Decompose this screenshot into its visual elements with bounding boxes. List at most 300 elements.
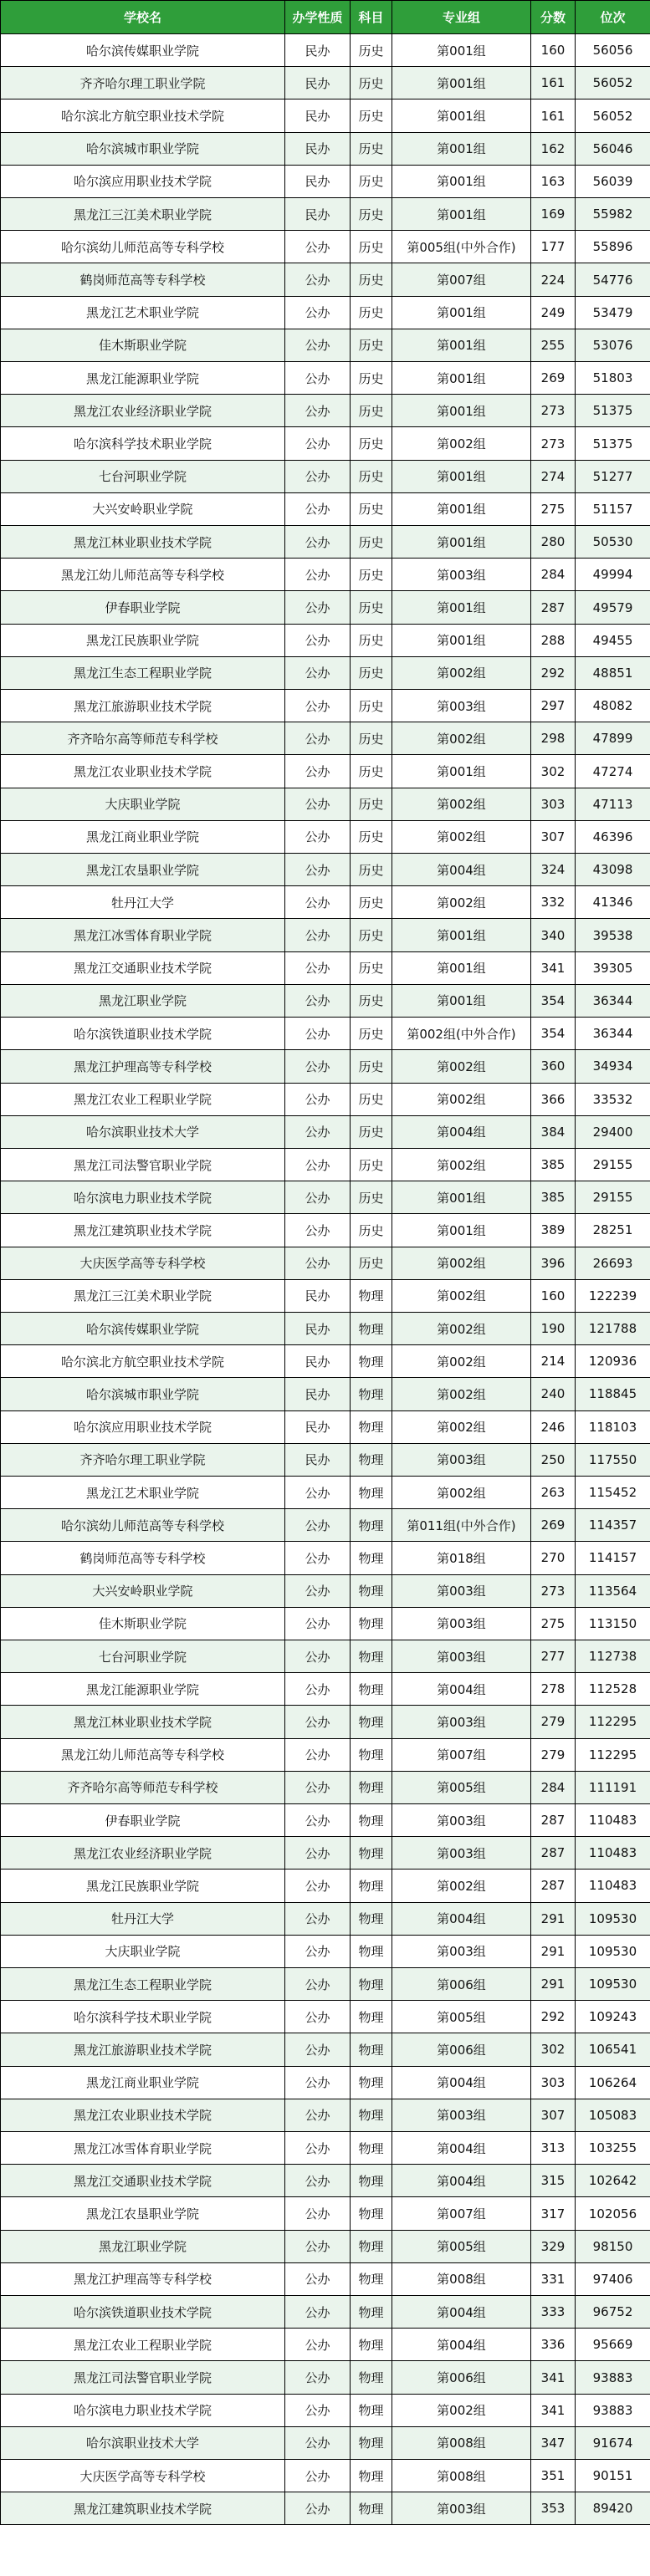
header-row — [1, 1, 650, 34]
cell-school-name: 黑龙江林业职业技术学院 — [1, 526, 285, 559]
cell-major-group: 第001组 — [392, 329, 531, 361]
cell-subject: 历史 — [351, 67, 392, 99]
cell-school-type: 民办 — [285, 165, 351, 197]
cell-subject: 物理 — [351, 1312, 392, 1344]
cell-major-group: 第003组 — [392, 1935, 531, 1967]
cell-score: 341 — [531, 2361, 576, 2394]
table-row — [1, 2329, 650, 2361]
cell-score: 249 — [531, 296, 576, 329]
cell-school-type: 民办 — [285, 198, 351, 231]
table-row — [1, 1935, 650, 1967]
cell-rank: 95669 — [576, 2329, 650, 2361]
cell-score: 384 — [531, 1115, 576, 1148]
cell-rank: 118103 — [576, 1410, 650, 1443]
cell-subject: 历史 — [351, 1050, 392, 1083]
cell-subject: 历史 — [351, 722, 392, 755]
table-row — [1, 755, 650, 788]
cell-major-group: 第002组 — [392, 1279, 531, 1312]
cell-school-type: 公办 — [285, 1771, 351, 1803]
table-row — [1, 1018, 650, 1050]
table-body — [1, 34, 650, 2525]
cell-school-type: 公办 — [285, 1935, 351, 1967]
cell-school-name: 黑龙江艺术职业学院 — [1, 296, 285, 329]
cell-school-type: 公办 — [285, 1509, 351, 1542]
cell-subject: 历史 — [351, 656, 392, 689]
cell-subject: 物理 — [351, 1640, 392, 1672]
cell-score: 273 — [531, 427, 576, 460]
table-row — [1, 656, 650, 689]
table-row — [1, 296, 650, 329]
cell-school-type: 公办 — [285, 2001, 351, 2033]
cell-school-name: 黑龙江农业工程职业学院 — [1, 2329, 285, 2361]
cell-school-type: 公办 — [285, 656, 351, 689]
cell-subject: 历史 — [351, 198, 392, 231]
cell-school-name: 佳木斯职业学院 — [1, 329, 285, 361]
cell-rank: 51277 — [576, 460, 650, 492]
cell-score: 366 — [531, 1083, 576, 1115]
cell-school-name: 黑龙江农业职业技术学院 — [1, 755, 285, 788]
cell-school-type: 公办 — [285, 919, 351, 951]
cell-score: 279 — [531, 1738, 576, 1771]
table-row — [1, 1967, 650, 2000]
cell-rank: 47274 — [576, 755, 650, 788]
cell-subject: 历史 — [351, 559, 392, 591]
table-row — [1, 1181, 650, 1214]
cell-major-group: 第008组 — [392, 2426, 531, 2459]
cell-school-name: 哈尔滨北方航空职业技术学院 — [1, 1345, 285, 1378]
cell-rank: 112295 — [576, 1706, 650, 1738]
cell-major-group: 第002组(中外合作) — [392, 1018, 531, 1050]
table-row — [1, 2460, 650, 2492]
cell-major-group: 第001组 — [392, 755, 531, 788]
cell-major-group: 第004组 — [392, 2296, 531, 2329]
table-row — [1, 2426, 650, 2459]
table-row — [1, 99, 650, 132]
cell-school-name: 哈尔滨铁道职业技术学院 — [1, 1018, 285, 1050]
table-row — [1, 2001, 650, 2033]
cell-school-name: 黑龙江三江美术职业学院 — [1, 1279, 285, 1312]
cell-major-group: 第002组 — [392, 722, 531, 755]
cell-score: 273 — [531, 1574, 576, 1607]
header-score: 分数 — [531, 1, 576, 34]
cell-rank: 51157 — [576, 492, 650, 525]
cell-subject: 历史 — [351, 788, 392, 820]
table-row — [1, 34, 650, 67]
cell-major-group: 第002组 — [392, 1148, 531, 1181]
cell-major-group: 第001组 — [392, 34, 531, 67]
cell-school-name: 大庆医学高等专科学校 — [1, 2460, 285, 2492]
cell-score: 162 — [531, 132, 576, 165]
cell-school-type: 公办 — [285, 1247, 351, 1279]
table-row — [1, 1312, 650, 1344]
cell-score: 269 — [531, 362, 576, 395]
cell-rank: 29400 — [576, 1115, 650, 1148]
cell-subject: 物理 — [351, 1706, 392, 1738]
cell-rank: 115452 — [576, 1476, 650, 1508]
cell-subject: 物理 — [351, 2329, 392, 2361]
cell-school-name: 黑龙江冰雪体育职业学院 — [1, 2132, 285, 2165]
cell-score: 161 — [531, 99, 576, 132]
cell-score: 287 — [531, 591, 576, 624]
cell-major-group: 第002组 — [392, 1312, 531, 1344]
cell-major-group: 第001组 — [392, 591, 531, 624]
cell-rank: 96752 — [576, 2296, 650, 2329]
cell-subject: 历史 — [351, 395, 392, 427]
cell-school-name: 黑龙江农垦职业学院 — [1, 2197, 285, 2230]
cell-school-name: 黑龙江交通职业技术学院 — [1, 2165, 285, 2197]
cell-school-name: 哈尔滨科学技术职业学院 — [1, 427, 285, 460]
table-row — [1, 1115, 650, 1148]
table-row — [1, 984, 650, 1017]
table-row — [1, 395, 650, 427]
cell-rank: 98150 — [576, 2230, 650, 2262]
cell-subject: 物理 — [351, 1443, 392, 1476]
cell-rank: 48082 — [576, 690, 650, 722]
cell-score: 385 — [531, 1181, 576, 1214]
cell-school-type: 公办 — [285, 984, 351, 1017]
cell-major-group: 第002组 — [392, 427, 531, 460]
cell-score: 284 — [531, 559, 576, 591]
cell-school-type: 公办 — [285, 2132, 351, 2165]
cell-major-group: 第003组 — [392, 1607, 531, 1640]
cell-score: 224 — [531, 263, 576, 296]
cell-major-group: 第004组 — [392, 1902, 531, 1935]
cell-score: 303 — [531, 2066, 576, 2099]
cell-school-type: 公办 — [285, 1181, 351, 1214]
cell-score: 291 — [531, 1967, 576, 2000]
table-row — [1, 1706, 650, 1738]
cell-school-type: 公办 — [285, 2460, 351, 2492]
cell-subject: 物理 — [351, 2066, 392, 2099]
cell-school-type: 公办 — [285, 1148, 351, 1181]
cell-school-type: 公办 — [285, 755, 351, 788]
table-row — [1, 2132, 650, 2165]
table-row — [1, 2230, 650, 2262]
cell-major-group: 第003组 — [392, 559, 531, 591]
cell-score: 277 — [531, 1640, 576, 1672]
cell-school-type: 公办 — [285, 2361, 351, 2394]
cell-subject: 物理 — [351, 1509, 392, 1542]
table-row — [1, 1574, 650, 1607]
cell-score: 190 — [531, 1312, 576, 1344]
cell-major-group: 第004组 — [392, 854, 531, 886]
cell-subject: 历史 — [351, 1148, 392, 1181]
cell-score: 360 — [531, 1050, 576, 1083]
table-row — [1, 690, 650, 722]
cell-school-type: 公办 — [285, 690, 351, 722]
cell-rank: 111191 — [576, 1771, 650, 1803]
cell-major-group: 第006组 — [392, 1967, 531, 2000]
cell-school-type: 民办 — [285, 1279, 351, 1312]
cell-score: 263 — [531, 1476, 576, 1508]
cell-score: 280 — [531, 526, 576, 559]
table-header — [1, 1, 650, 34]
cell-subject: 历史 — [351, 492, 392, 525]
cell-rank: 110483 — [576, 1837, 650, 1870]
cell-school-name: 哈尔滨电力职业技术学院 — [1, 1181, 285, 1214]
cell-school-type: 公办 — [285, 2426, 351, 2459]
cell-school-type: 公办 — [285, 2492, 351, 2525]
cell-rank: 102642 — [576, 2165, 650, 2197]
cell-school-name: 黑龙江三江美术职业学院 — [1, 198, 285, 231]
cell-subject: 历史 — [351, 690, 392, 722]
header-subject: 科目 — [351, 1, 392, 34]
cell-school-type: 公办 — [285, 2262, 351, 2295]
table-row — [1, 2099, 650, 2131]
cell-school-type: 公办 — [285, 460, 351, 492]
table-row — [1, 820, 650, 853]
cell-score: 246 — [531, 1410, 576, 1443]
cell-rank: 26693 — [576, 1247, 650, 1279]
cell-score: 353 — [531, 2492, 576, 2525]
cell-major-group: 第018组 — [392, 1542, 531, 1574]
cell-subject: 物理 — [351, 1378, 392, 1410]
cell-major-group: 第007组 — [392, 263, 531, 296]
cell-rank: 121788 — [576, 1312, 650, 1344]
cell-major-group: 第003组 — [392, 1706, 531, 1738]
table-row — [1, 231, 650, 263]
cell-subject: 物理 — [351, 2492, 392, 2525]
table-row — [1, 1607, 650, 1640]
cell-rank: 29155 — [576, 1181, 650, 1214]
table-row — [1, 362, 650, 395]
cell-school-name: 大庆职业学院 — [1, 788, 285, 820]
cell-major-group: 第011组(中外合作) — [392, 1509, 531, 1542]
cell-school-name: 哈尔滨科学技术职业学院 — [1, 2001, 285, 2033]
header-school-name: 学校名 — [1, 1, 285, 34]
cell-school-name: 黑龙江能源职业学院 — [1, 362, 285, 395]
cell-subject: 历史 — [351, 427, 392, 460]
cell-school-type: 公办 — [285, 1738, 351, 1771]
cell-score: 291 — [531, 1902, 576, 1935]
cell-subject: 历史 — [351, 263, 392, 296]
cell-score: 240 — [531, 1378, 576, 1410]
cell-score: 303 — [531, 788, 576, 820]
cell-school-name: 黑龙江护理高等专科学校 — [1, 1050, 285, 1083]
cell-rank: 113150 — [576, 1607, 650, 1640]
cell-major-group: 第002组 — [392, 820, 531, 853]
cell-score: 275 — [531, 492, 576, 525]
cell-school-type: 公办 — [285, 722, 351, 755]
cell-subject: 历史 — [351, 591, 392, 624]
cell-rank: 122239 — [576, 1279, 650, 1312]
cell-school-name: 黑龙江护理高等专科学校 — [1, 2262, 285, 2295]
cell-rank: 49994 — [576, 559, 650, 591]
cell-school-name: 黑龙江农业工程职业学院 — [1, 1083, 285, 1115]
cell-rank: 36344 — [576, 1018, 650, 1050]
cell-major-group: 第006组 — [392, 2361, 531, 2394]
cell-school-type: 民办 — [285, 1443, 351, 1476]
cell-school-type: 民办 — [285, 34, 351, 67]
cell-school-type: 公办 — [285, 1640, 351, 1672]
cell-major-group: 第002组 — [392, 2394, 531, 2426]
cell-school-name: 黑龙江民族职业学院 — [1, 1870, 285, 1902]
table-row — [1, 1837, 650, 1870]
cell-score: 332 — [531, 886, 576, 919]
table-row — [1, 1509, 650, 1542]
cell-subject: 物理 — [351, 2296, 392, 2329]
cell-school-name: 哈尔滨职业技术大学 — [1, 1115, 285, 1148]
cell-rank: 112295 — [576, 1738, 650, 1771]
table-row — [1, 886, 650, 919]
cell-school-type: 公办 — [285, 951, 351, 984]
cell-rank: 56052 — [576, 67, 650, 99]
cell-school-name: 哈尔滨传媒职业学院 — [1, 1312, 285, 1344]
cell-subject: 物理 — [351, 2132, 392, 2165]
table-row — [1, 67, 650, 99]
cell-subject: 历史 — [351, 1214, 392, 1247]
cell-rank: 46396 — [576, 820, 650, 853]
cell-major-group: 第005组(中外合作) — [392, 231, 531, 263]
cell-score: 298 — [531, 722, 576, 755]
cell-major-group: 第006组 — [392, 2033, 531, 2066]
cell-school-type: 公办 — [285, 2099, 351, 2131]
table-row — [1, 1410, 650, 1443]
table-row — [1, 559, 650, 591]
cell-major-group: 第003组 — [392, 1443, 531, 1476]
cell-subject: 历史 — [351, 34, 392, 67]
cell-rank: 110483 — [576, 1803, 650, 1836]
cell-school-name: 黑龙江建筑职业技术学院 — [1, 2492, 285, 2525]
cell-subject: 历史 — [351, 132, 392, 165]
cell-school-name: 黑龙江民族职业学院 — [1, 624, 285, 656]
cell-school-name: 哈尔滨幼儿师范高等专科学校 — [1, 1509, 285, 1542]
cell-school-name: 黑龙江交通职业技术学院 — [1, 951, 285, 984]
cell-major-group: 第007组 — [392, 1738, 531, 1771]
cell-school-name: 齐齐哈尔理工职业学院 — [1, 67, 285, 99]
table-row — [1, 624, 650, 656]
cell-rank: 105083 — [576, 2099, 650, 2131]
cell-major-group: 第001组 — [392, 198, 531, 231]
cell-school-name: 黑龙江冰雪体育职业学院 — [1, 919, 285, 951]
cell-school-type: 公办 — [285, 329, 351, 361]
cell-school-type: 公办 — [285, 2033, 351, 2066]
cell-school-name: 黑龙江司法警官职业学院 — [1, 2361, 285, 2394]
cell-school-type: 公办 — [285, 2394, 351, 2426]
cell-score: 396 — [531, 1247, 576, 1279]
cell-score: 292 — [531, 656, 576, 689]
cell-school-name: 齐齐哈尔理工职业学院 — [1, 1443, 285, 1476]
cell-major-group: 第001组 — [392, 132, 531, 165]
cell-school-name: 黑龙江生态工程职业学院 — [1, 1967, 285, 2000]
cell-major-group: 第002组 — [392, 1410, 531, 1443]
cell-score: 331 — [531, 2262, 576, 2295]
cell-subject: 历史 — [351, 1181, 392, 1214]
cell-score: 250 — [531, 1443, 576, 1476]
cell-rank: 47113 — [576, 788, 650, 820]
cell-major-group: 第002组 — [392, 1050, 531, 1083]
cell-score: 160 — [531, 1279, 576, 1312]
cell-school-name: 哈尔滨铁道职业技术学院 — [1, 2296, 285, 2329]
cell-school-name: 大庆医学高等专科学校 — [1, 1247, 285, 1279]
cell-school-name: 大兴安岭职业学院 — [1, 492, 285, 525]
cell-rank: 110483 — [576, 1870, 650, 1902]
cell-school-name: 哈尔滨传媒职业学院 — [1, 34, 285, 67]
cell-subject: 历史 — [351, 919, 392, 951]
cell-major-group: 第001组 — [392, 984, 531, 1017]
cell-subject: 物理 — [351, 2394, 392, 2426]
cell-school-type: 公办 — [285, 1214, 351, 1247]
cell-school-name: 哈尔滨应用职业技术学院 — [1, 165, 285, 197]
table-row — [1, 1378, 650, 1410]
cell-rank: 120936 — [576, 1345, 650, 1378]
cell-score: 287 — [531, 1837, 576, 1870]
table-row — [1, 2361, 650, 2394]
cell-major-group: 第005组 — [392, 2230, 531, 2262]
table-row — [1, 329, 650, 361]
cell-subject: 历史 — [351, 755, 392, 788]
table-row — [1, 1050, 650, 1083]
table-row — [1, 198, 650, 231]
cell-school-type: 公办 — [285, 1607, 351, 1640]
cell-school-name: 黑龙江农业经济职业学院 — [1, 1837, 285, 1870]
cell-school-name: 黑龙江农业经济职业学院 — [1, 395, 285, 427]
cell-rank: 48851 — [576, 656, 650, 689]
cell-rank: 51375 — [576, 395, 650, 427]
table-row — [1, 788, 650, 820]
cell-major-group: 第001组 — [392, 165, 531, 197]
cell-rank: 114357 — [576, 1509, 650, 1542]
cell-score: 317 — [531, 2197, 576, 2230]
cell-score: 287 — [531, 1803, 576, 1836]
cell-major-group: 第001组 — [392, 951, 531, 984]
cell-major-group: 第001组 — [392, 395, 531, 427]
table-row — [1, 1738, 650, 1771]
cell-major-group: 第003组 — [392, 2099, 531, 2131]
cell-major-group: 第001组 — [392, 1181, 531, 1214]
cell-rank: 50530 — [576, 526, 650, 559]
cell-subject: 物理 — [351, 1738, 392, 1771]
cell-school-name: 哈尔滨职业技术大学 — [1, 2426, 285, 2459]
cell-rank: 39538 — [576, 919, 650, 951]
cell-rank: 113564 — [576, 1574, 650, 1607]
cell-school-type: 公办 — [285, 1803, 351, 1836]
table-row — [1, 2066, 650, 2099]
cell-rank: 49455 — [576, 624, 650, 656]
cell-school-name: 大庆职业学院 — [1, 1935, 285, 1967]
cell-school-name: 哈尔滨幼儿师范高等专科学校 — [1, 231, 285, 263]
cell-school-name: 大兴安岭职业学院 — [1, 1574, 285, 1607]
cell-subject: 历史 — [351, 1083, 392, 1115]
cell-subject: 历史 — [351, 231, 392, 263]
table-row — [1, 132, 650, 165]
cell-school-type: 公办 — [285, 395, 351, 427]
cell-school-type: 公办 — [285, 1476, 351, 1508]
header-school-type: 办学性质 — [285, 1, 351, 34]
cell-subject: 历史 — [351, 329, 392, 361]
cell-school-type: 公办 — [285, 1902, 351, 1935]
cell-school-name: 黑龙江幼儿师范高等专科学校 — [1, 559, 285, 591]
cell-rank: 53479 — [576, 296, 650, 329]
cell-school-type: 公办 — [285, 1018, 351, 1050]
cell-rank: 118845 — [576, 1378, 650, 1410]
table-row — [1, 1443, 650, 1476]
cell-score: 313 — [531, 2132, 576, 2165]
cell-school-name: 伊春职业学院 — [1, 1803, 285, 1836]
cell-major-group: 第001组 — [392, 67, 531, 99]
cell-school-type: 公办 — [285, 886, 351, 919]
cell-school-type: 公办 — [285, 559, 351, 591]
cell-rank: 106264 — [576, 2066, 650, 2099]
table-row — [1, 1247, 650, 1279]
cell-school-name: 齐齐哈尔高等师范专科学校 — [1, 722, 285, 755]
cell-school-type: 民办 — [285, 1312, 351, 1344]
cell-school-name: 哈尔滨城市职业学院 — [1, 1378, 285, 1410]
cell-major-group: 第002组 — [392, 886, 531, 919]
cell-school-type: 公办 — [285, 591, 351, 624]
cell-rank: 56039 — [576, 165, 650, 197]
cell-score: 329 — [531, 2230, 576, 2262]
